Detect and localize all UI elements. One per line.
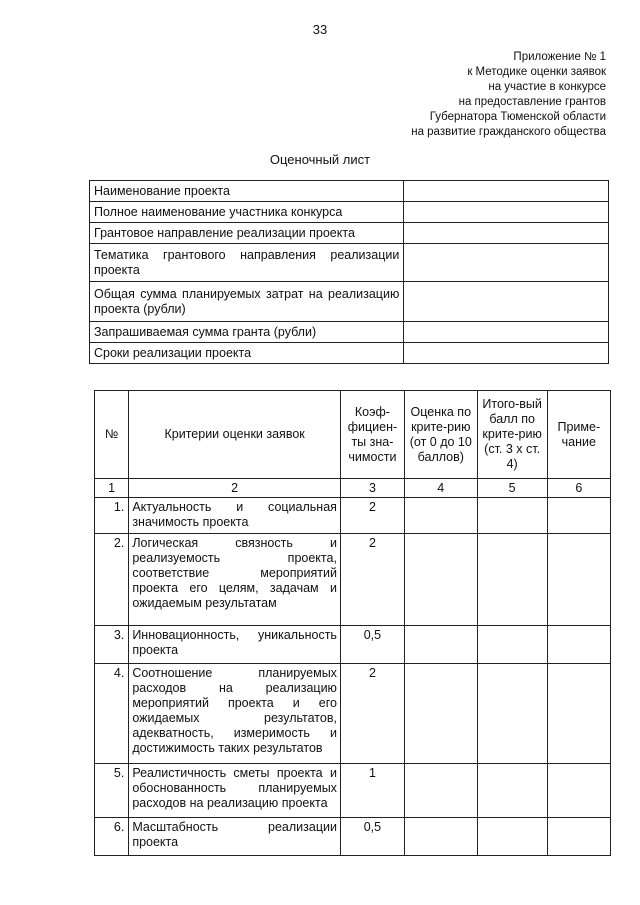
table-row: [95, 664, 611, 764]
info-value-cell[interactable]: [404, 282, 609, 322]
header-score: Оценка по крите-рию (от 0 до 10 баллов): [404, 391, 477, 479]
info-label: Грантовое направление реализации проекта: [90, 223, 404, 244]
table-row: [95, 818, 611, 856]
header-criteria: Критерии оценки заявок: [129, 391, 341, 479]
column-number-row: [95, 479, 611, 498]
score-cell[interactable]: [404, 534, 477, 626]
total-cell[interactable]: [477, 626, 547, 664]
total-cell[interactable]: [477, 664, 547, 764]
total-cell[interactable]: [477, 764, 547, 818]
column-number: 3: [340, 479, 404, 498]
info-label: Наименование проекта: [90, 181, 404, 202]
table-row: [90, 322, 609, 343]
table-row: [95, 626, 611, 664]
header-coef: Коэф-фициен-ты зна-чимости: [340, 391, 404, 479]
info-value-cell[interactable]: [404, 223, 609, 244]
criterion-coef: 0,5: [340, 626, 404, 664]
table-row: [90, 181, 609, 202]
column-number: 1: [95, 479, 129, 498]
appendix-line: Приложение № 1: [513, 51, 606, 63]
table-row: [90, 202, 609, 223]
criterion-coef: 2: [340, 664, 404, 764]
info-label: Полное наименование участника конкурса: [90, 202, 404, 223]
info-value-cell[interactable]: [404, 343, 609, 364]
note-cell[interactable]: [547, 626, 610, 664]
criterion-coef: 0,5: [340, 818, 404, 856]
info-label: Тематика грантового направления реализации проекта: [90, 244, 404, 282]
criterion-text: Соотношение планируемых расходов на реализацию мероприятий проекта и его ожидаемых результатов, адекватность, измеримость и достижимость таких результатов: [129, 664, 341, 764]
criteria-table: [94, 390, 611, 856]
table-row: [95, 764, 611, 818]
criterion-text: Масштабность реализации проекта: [129, 818, 341, 856]
criterion-number: 1.: [95, 498, 129, 534]
header-no: №: [95, 391, 129, 479]
criterion-text: Реалистичность сметы проекта и обоснованность планируемых расходов на реализацию проекта: [129, 764, 341, 818]
appendix-line: к Методике оценки заявок: [467, 66, 606, 78]
criterion-number: 5.: [95, 764, 129, 818]
sheet-title: Оценочный лист: [269, 152, 371, 167]
column-number: 5: [477, 479, 547, 498]
info-label: Общая сумма планируемых затрат на реализацию проекта (рубли): [90, 282, 404, 322]
criterion-coef: 2: [340, 534, 404, 626]
note-cell[interactable]: [547, 764, 610, 818]
score-cell[interactable]: [404, 664, 477, 764]
info-value-cell[interactable]: [404, 181, 609, 202]
note-cell[interactable]: [547, 498, 610, 534]
note-cell[interactable]: [547, 534, 610, 626]
table-row: [90, 282, 609, 322]
note-cell[interactable]: [547, 664, 610, 764]
appendix-line: на участие в конкурсе: [488, 81, 606, 93]
info-label: Запрашиваемая сумма гранта (рубли): [90, 322, 404, 343]
criterion-text: Логическая связность и реализуемость проекта, соответствие мероприятий проекта его целям, задачам и ожидаемым результатам: [129, 534, 341, 626]
appendix-line: на предоставление грантов: [458, 96, 606, 108]
criterion-text: Инновационность, уникальность проекта: [129, 626, 341, 664]
project-info-table: [89, 180, 609, 364]
table-row: [90, 244, 609, 282]
column-number: 4: [404, 479, 477, 498]
table-row: [90, 223, 609, 244]
total-cell[interactable]: [477, 498, 547, 534]
score-cell[interactable]: [404, 498, 477, 534]
criterion-number: 4.: [95, 664, 129, 764]
appendix-line: Губернатора Тюменской области: [429, 111, 606, 123]
criterion-text: Актуальность и социальная значимость проекта: [129, 498, 341, 534]
column-number: 6: [547, 479, 610, 498]
table-row: [95, 498, 611, 534]
info-value-cell[interactable]: [404, 202, 609, 223]
appendix-line: на развитие гражданского общества: [411, 126, 606, 138]
page-number: 33: [312, 22, 328, 37]
note-cell[interactable]: [547, 818, 610, 856]
criterion-number: 6.: [95, 818, 129, 856]
total-cell[interactable]: [477, 818, 547, 856]
column-number: 2: [129, 479, 341, 498]
info-value-cell[interactable]: [404, 322, 609, 343]
score-cell[interactable]: [404, 764, 477, 818]
criterion-coef: 2: [340, 498, 404, 534]
info-label: Сроки реализации проекта: [90, 343, 404, 364]
header-row: [95, 391, 611, 479]
table-row: [90, 343, 609, 364]
criterion-coef: 1: [340, 764, 404, 818]
criterion-number: 3.: [95, 626, 129, 664]
table-row: [95, 534, 611, 626]
info-value-cell[interactable]: [404, 244, 609, 282]
score-cell[interactable]: [404, 818, 477, 856]
appendix-note: [411, 50, 606, 140]
total-cell[interactable]: [477, 534, 547, 626]
header-total: Итого-вый балл по крите-рию (ст. 3 х ст. 4): [477, 391, 547, 479]
criterion-number: 2.: [95, 534, 129, 626]
header-note: Приме-чание: [547, 391, 610, 479]
score-cell[interactable]: [404, 626, 477, 664]
